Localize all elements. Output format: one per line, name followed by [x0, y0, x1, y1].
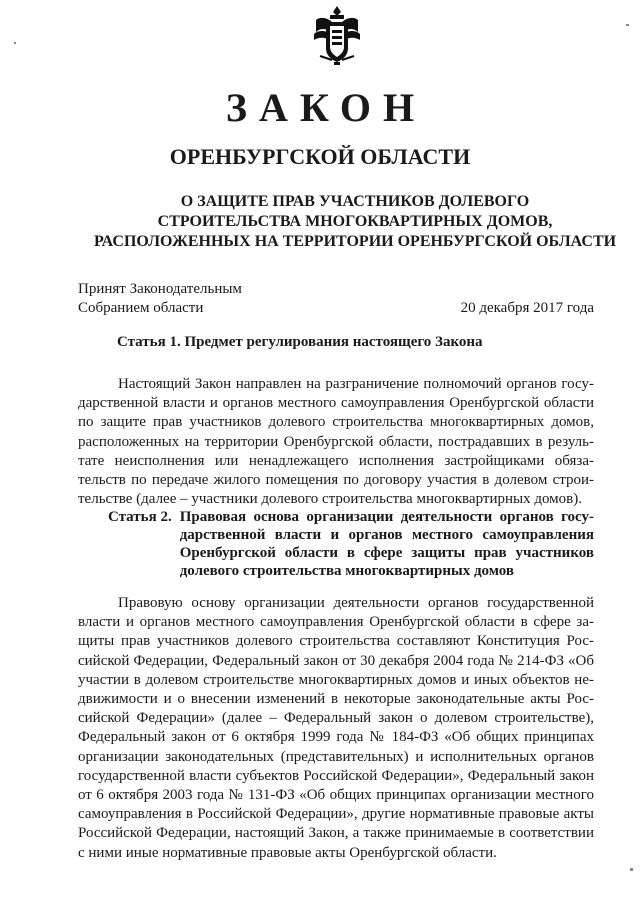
coat-of-arms-icon — [310, 4, 364, 66]
adopted-by-line2: Собранием области — [78, 300, 204, 316]
adoption-block — [78, 280, 594, 318]
law-subtitle — [60, 192, 640, 252]
law-title: ЗАКОН — [225, 85, 427, 130]
scan-mark — [630, 868, 633, 871]
article-2-title: Правовая основа организации деятельности органов государственной власти и органов местного самоуправления Оренбургской области в сфере защиты прав участников долевого строительства многоквартирных домов — [179, 509, 594, 579]
subtitle-line: СТРОИТЕЛЬСТВА МНОГОКВАРТИРНЫХ ДОМОВ, — [157, 213, 553, 230]
article-1-text: Настоящий Закон направлен на разграничение полномочий органов государственной власти и органов местного самоуправления Оренбургской области по защите прав участников долевого строительства многоквартирных домов, расположенных на территории Оренбургской области, пострадавших в результате неисполнения или ненадлежащего исполнения застройщиками обязательств по передаче жилого помещения по договору участия в долевом строительстве (далее – участники долевого строительства многоквартирных домов). — [78, 376, 594, 508]
article-2-heading — [108, 508, 594, 580]
article-2-label: Статья 2. — [108, 509, 172, 525]
article-2-text: Правовую основу организации деятельности органов государственной власти и органов местного самоуправления Оренбургской области в сфере защиты прав участников долевого строительства составляют Конституция Российской Федерации, Федеральный закон от 30 декабря 2004 года № 214-ФЗ «Об участии в долевом строительстве многоквартирных домов и иных объектов недвижимости и о внесении изменений в некоторые законодательные акты Российской Федерации» (далее – Федеральный закон о долевом строительстве), Федеральный закон от 6 октября 1999 года № 184-ФЗ «Об общих принципах организации законодательных (представительных) и исполнительных органов государственной власти субъектов Российской Федерации», Федеральный закон от 6 октября 2003 года № 131-ФЗ «Об общих принципах организации местного самоуправления в Российской Федерации», другие нормативные правовые акты Российской Федерации, настоящий Закон, а также принимаемые в соответствии с ними иные нормативные правовые акты Оренбургской области. — [78, 595, 594, 861]
article-1-heading: Статья 1. Предмет регулирования настоящего Закона — [117, 334, 483, 350]
scan-mark — [626, 24, 629, 26]
subtitle-line: РАСПОЛОЖЕННЫХ НА ТЕРРИТОРИИ ОРЕНБУРГСКОЙ ОБЛАСТИ — [93, 233, 617, 250]
adopted-by-line1: Принят Законодательным — [78, 281, 242, 297]
adoption-date: 20 декабря 2017 года — [460, 300, 594, 316]
scan-mark — [14, 42, 16, 44]
subtitle-line: О ЗАЩИТЕ ПРАВ УЧАСТНИКОВ ДОЛЕВОГО — [180, 193, 530, 210]
region-title: ОРЕНБУРГСКОЙ ОБЛАСТИ — [169, 144, 471, 169]
